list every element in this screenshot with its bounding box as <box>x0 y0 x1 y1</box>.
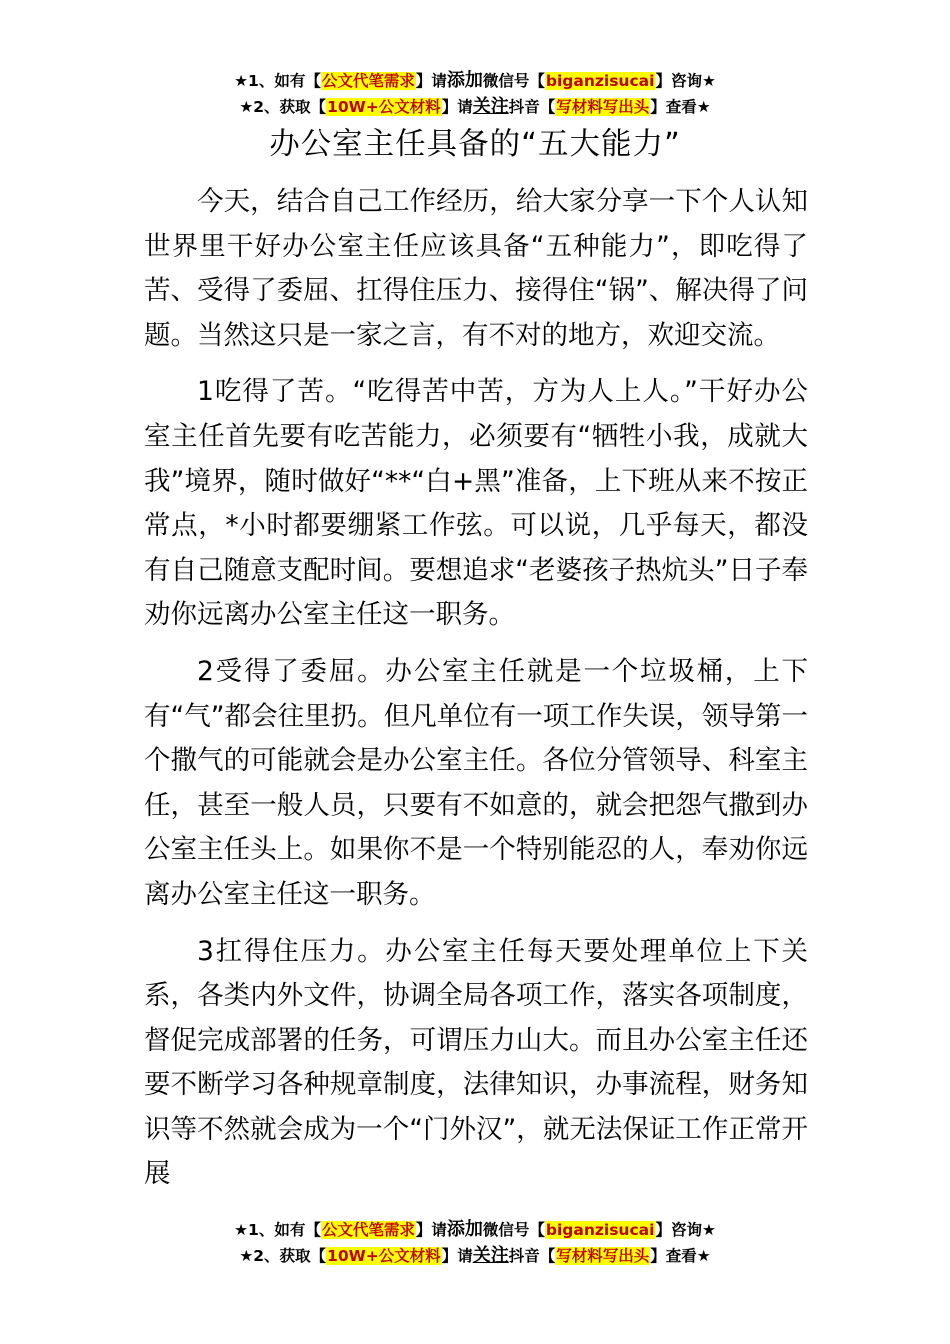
banner-text: ★2、获取【 <box>239 98 327 116</box>
douyin-id-highlight: 写材料写出头 <box>556 98 650 116</box>
banner-text: 】查看★ <box>650 1247 711 1265</box>
banner-emphasis: 添加 <box>446 1219 483 1240</box>
header-banner-line-2 <box>0 94 950 120</box>
paragraph-ability-2: 2受得了委屈。办公室主任就是一个垃圾桶，上下有“气”都会往里扔。但凡单位有一项工作失误，领导第一个撒气的可能就会是办公室主任。各位分管领导、科室主任，甚至一般人员，只要有不如意的，就会把怨气撒到办公室主任头上。如果你不是一个特别能忍的人，奉劝你远离办公室主任这一职务。 <box>144 655 808 910</box>
banner-text: 】请 <box>415 72 447 90</box>
header-banner-line-1 <box>0 68 950 94</box>
wechat-id-highlight: biganzisucai <box>545 1221 655 1239</box>
banner-emphasis: 关注 <box>472 96 509 117</box>
paragraph-intro: 今天，结合自己工作经历，给大家分享一下个人认知世界里干好办公室主任应该具备“五种能力”，即吃得了苦、受得了委屈、扛得住压力、接得住“锅”、解决得了问题。当然这只是一家之言，有不对的地方，欢迎交流。 <box>144 186 808 351</box>
banner-text: ★1、如有【 <box>234 72 321 90</box>
footer-banner-line-2 <box>0 1243 950 1269</box>
paragraph-ability-1: 1吃得了苦。“吃得苦中苦，方为人上人。”干好办公室主任首先要有吃苦能力，必须要有“牺牲小我，成就大我”境界，随时做好“**“白+黑”准备，上下班从来不按正常点，*小时都要绷紧工作弦。可以说，几乎每天，都没有自己随意支配时间。要想追求“老婆孩子热炕头”日子奉劝你远离办公室主任这一职务。 <box>144 376 808 631</box>
banner-text: 】咨询★ <box>655 72 716 90</box>
document-title: 办公室主任具备的“五大能力” <box>269 127 681 162</box>
document-body <box>144 180 808 1209</box>
banner-text: 】咨询★ <box>655 1221 716 1239</box>
footer-banner-line-1 <box>0 1217 950 1243</box>
banner-text: 】请 <box>415 1221 447 1239</box>
banner-text: 抖音【 <box>508 98 556 116</box>
banner-emphasis: 添加 <box>446 70 483 91</box>
wechat-id-highlight: biganzisucai <box>545 72 655 90</box>
banner-emphasis: 关注 <box>472 1245 509 1266</box>
banner-text: 】查看★ <box>650 98 711 116</box>
banner-text: 微信号【 <box>482 1221 545 1239</box>
banner-text: ★2、获取【 <box>239 1247 327 1265</box>
banner-text: 】请 <box>441 1247 473 1265</box>
douyin-id-highlight: 写材料写出头 <box>556 1247 650 1265</box>
banner-text: 】请 <box>441 98 473 116</box>
paragraph-ability-3: 3扛得住压力。办公室主任每天要处理单位上下关系，各类内外文件，协调全局各项工作，落实各项制度，督促完成部署的任务，可谓压力山大。而且办公室主任还要不断学习各种规章制度，法律知识，办事流程，财务知识等不然就会成为一个“门外汉”，就无法保证工作正常开展 <box>144 935 808 1190</box>
banner-text: 微信号【 <box>482 72 545 90</box>
banner-text: 抖音【 <box>508 1247 556 1265</box>
materials-highlight: 10W+公文材料 <box>327 1247 441 1265</box>
service-highlight: 公文代笔需求 <box>321 1221 415 1239</box>
banner-text: ★1、如有【 <box>234 1221 321 1239</box>
header-banner <box>0 68 950 120</box>
materials-highlight: 10W+公文材料 <box>327 98 441 116</box>
service-highlight: 公文代笔需求 <box>321 72 415 90</box>
footer-banner <box>0 1217 950 1269</box>
